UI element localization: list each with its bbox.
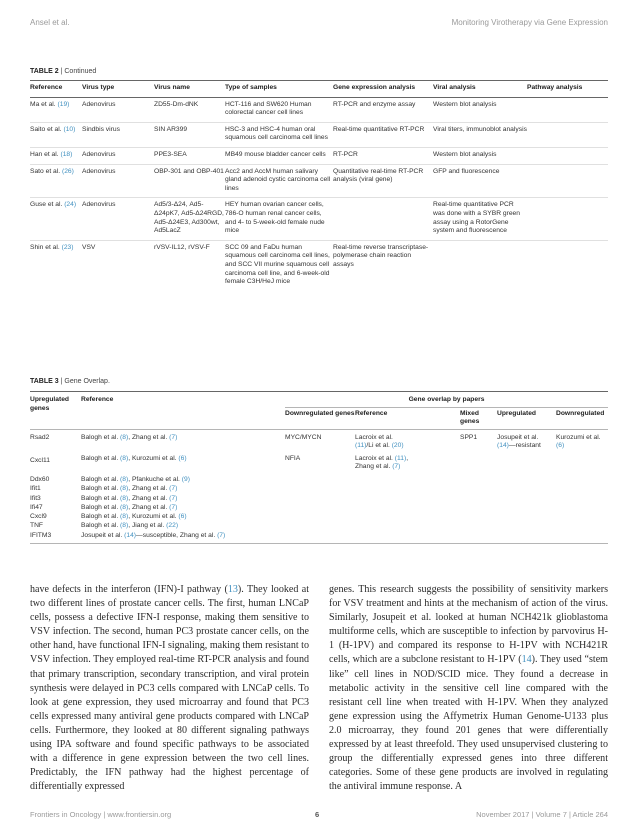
cell-overlap-reference bbox=[355, 454, 460, 475]
table-row bbox=[30, 122, 608, 147]
cell-reference bbox=[30, 97, 82, 122]
cell-gene-expression: RT-PCR and enzyme assay bbox=[333, 100, 416, 108]
reference-text: Zhang et al. bbox=[355, 463, 393, 471]
citation-link[interactable]: (23) bbox=[61, 243, 74, 251]
table2-caption-text: | Continued bbox=[60, 68, 97, 75]
reference-text: Balogh et al. bbox=[81, 454, 121, 462]
table2-header-row bbox=[30, 81, 608, 97]
table-row bbox=[30, 454, 608, 475]
citation-link[interactable]: (9) bbox=[181, 475, 190, 483]
cell-samples: SCC 09 and FaDu human squamous cell carcinoma cell lines, and SCC VII murine squamous cell carcinoma cell line, and 6-week-old female C3H/HeJ mice bbox=[225, 243, 330, 286]
reference-author: Guse et al. bbox=[30, 201, 63, 209]
table3-caption bbox=[30, 378, 110, 385]
running-header-authors: Ansel et al. bbox=[30, 18, 70, 27]
cell-gene: Rsad2 bbox=[30, 433, 50, 441]
cell-reference bbox=[81, 494, 285, 503]
citation-link[interactable]: (11) bbox=[355, 442, 367, 450]
citation-link[interactable]: (8) bbox=[120, 454, 129, 462]
table-row bbox=[30, 429, 608, 454]
cell-virus-name: PPE3-SEA bbox=[154, 150, 187, 158]
table-row bbox=[30, 531, 608, 540]
reference-author: Han et al. bbox=[30, 150, 59, 158]
cell-downregulated bbox=[556, 475, 608, 484]
reference-text: Balogh et al. bbox=[81, 503, 121, 511]
body-column-right bbox=[329, 583, 608, 794]
cell-downregulated bbox=[556, 513, 608, 522]
cell-upregulated bbox=[497, 503, 556, 512]
cell-virus-name: ZD55-Dm-dNK bbox=[154, 100, 199, 108]
reference-text: , Jiang et al. bbox=[128, 522, 167, 530]
reference-text: Josupeit et al. bbox=[497, 433, 539, 441]
citation-link[interactable]: 13 bbox=[227, 584, 238, 595]
reference-text: /Li et al. bbox=[366, 442, 392, 450]
citation-link[interactable]: (7) bbox=[169, 503, 178, 511]
table3-header-overlap: Gene overlap by papers bbox=[285, 394, 608, 407]
table3-top-rule bbox=[30, 391, 608, 392]
citation-link[interactable]: (6) bbox=[178, 513, 187, 521]
table3-bottom-rule bbox=[30, 543, 608, 544]
cell-upregulated bbox=[497, 475, 556, 484]
table3-header-downregulated-genes: Downregulated genes bbox=[285, 409, 355, 417]
table2-caption bbox=[30, 68, 96, 75]
reference-text: Balogh et al. bbox=[81, 513, 121, 521]
table-row bbox=[30, 475, 608, 484]
cell-reference bbox=[30, 164, 82, 198]
reference-text: , Pfankuche et al. bbox=[128, 475, 182, 483]
cell-viral-analysis bbox=[433, 240, 527, 290]
cell-virus-name: rVSV-IL12, rVSV-F bbox=[154, 243, 210, 251]
citation-link[interactable]: (7) bbox=[169, 494, 178, 502]
cell-samples: HSC-3 and HSC-4 human oral squamous cell carcinoma cell lines bbox=[225, 125, 328, 142]
citation-link[interactable]: (6) bbox=[178, 454, 187, 462]
table2-header-samples: Type of samples bbox=[225, 84, 277, 91]
cell-downregulated bbox=[556, 531, 608, 540]
cell-virus-type: Adenovirus bbox=[82, 100, 116, 108]
reference-text: , Zhang et al. bbox=[128, 485, 170, 493]
cell-overlap-reference bbox=[355, 475, 460, 484]
cell-reference bbox=[81, 454, 285, 475]
reference-text: —susceptible, Zhang et al. bbox=[136, 531, 218, 539]
table3-header-upregulated: Upregulated bbox=[497, 409, 537, 417]
reference-author: Ma et al. bbox=[30, 100, 56, 108]
cell-upregulated bbox=[497, 429, 556, 454]
reference-text: , bbox=[406, 454, 409, 462]
cell-viral-analysis: Western blot analysis bbox=[433, 150, 497, 158]
cell-samples: HCT-116 and SW620 Human colorectal cancer cell lines bbox=[225, 100, 312, 117]
cell-pathway bbox=[527, 240, 608, 290]
cell-virus-name: SIN AR399 bbox=[154, 125, 188, 133]
reference-text: Balogh et al. bbox=[81, 475, 121, 483]
reference-text: Balogh et al. bbox=[81, 485, 121, 493]
table2-header-virus-type: Virus type bbox=[82, 84, 115, 91]
cell-reference bbox=[81, 513, 285, 522]
table2-header-virus-name: Virus name bbox=[154, 84, 190, 91]
reference-text: , Zhang et al. bbox=[128, 494, 170, 502]
cell-gene: Cxcl9 bbox=[30, 513, 47, 521]
reference-text: , Zhang et al. bbox=[128, 433, 170, 441]
cell-gene: TNF bbox=[30, 522, 43, 530]
cell-gene: IFITM3 bbox=[30, 531, 52, 539]
cell-mixed-gene bbox=[460, 503, 497, 512]
cell-gene: Ifit3 bbox=[30, 494, 41, 502]
citation-link[interactable]: (8) bbox=[120, 513, 129, 521]
footer-journal: Frontiers in Oncology | www.frontiersin.org bbox=[30, 810, 172, 819]
cell-mixed-gene bbox=[460, 475, 497, 484]
citation-link[interactable]: (19) bbox=[57, 100, 70, 108]
reference-text: , Kurozumi et al. bbox=[128, 513, 179, 521]
cell-gene-expression: RT-PCR bbox=[333, 150, 358, 158]
cell-virus-name: Ad5/3-Δ24, Ad5-Δ24pK7, Ad5-Δ24RGD, Ad5-Δ24E3, Ad300wt, Ad5LacZ bbox=[154, 201, 224, 235]
table-row bbox=[30, 240, 608, 290]
reference-author: Shin et al. bbox=[30, 243, 60, 251]
cell-reference bbox=[30, 198, 82, 240]
cell-virus-type: Sindbis virus bbox=[82, 125, 120, 133]
cell-pathway bbox=[527, 198, 608, 240]
citation-link[interactable]: (24) bbox=[64, 201, 77, 209]
cell-pathway bbox=[527, 147, 608, 164]
cell-downregulated-gene bbox=[285, 494, 355, 503]
reference-text: Kurozumi et al. bbox=[556, 433, 601, 441]
citation-link[interactable]: (8) bbox=[120, 494, 129, 502]
cell-overlap-reference bbox=[355, 429, 460, 454]
body-left-text-b: ). They looked at two different lines of prostate cancer cells. The first, human LNCaP cells, possess a defective IFN-I response, making them sensitive to VSV infection. The second, human PC3 prostate cancer cells, on the other hand, have functional IFN-I signaling, making them resistant to VSV infection. They employed real-time RT-PCR analysis and found that primary transcription, secondary transcription, and viral protein synthesis were delayed in PC3 cells compared with LNCaP cells. To look at gene expression, they used microarray and found that PC3 cells expressed many antiviral gene products compared with LNCaP cells. Furthermore, they looked at 80 different signaling pathways using IPA software and found specific pathways to be associated with a difference in gene expression between the two cell lines. Predictably, the IFN pathway had the highest percentage of differentially expressed bbox=[30, 584, 309, 793]
citation-link[interactable]: (8) bbox=[120, 503, 129, 511]
cell-viral-analysis: Western blot analysis bbox=[433, 100, 497, 108]
table2-label: TABLE 2 bbox=[30, 68, 59, 75]
reference-text: Balogh et al. bbox=[81, 494, 121, 502]
citation-link[interactable]: (8) bbox=[120, 522, 129, 530]
cell-samples: HEY human ovarian cancer cells, 786-O human renal cancer cells, and 4- to 5-week-old female nude mice bbox=[225, 201, 325, 235]
cell-pathway bbox=[527, 122, 608, 147]
cell-pathway bbox=[527, 164, 608, 198]
citation-link[interactable]: (20) bbox=[391, 442, 404, 450]
cell-mixed-gene bbox=[460, 531, 497, 540]
citation-link[interactable]: (26) bbox=[61, 167, 74, 175]
cell-overlap-reference bbox=[355, 503, 460, 512]
table3-header-upregulated-genes: Upregulated genes bbox=[30, 396, 70, 412]
reference-text: Josupeit et al. bbox=[81, 531, 125, 539]
cell-upregulated bbox=[497, 531, 556, 540]
reference-text: , Zhang et al. bbox=[128, 503, 170, 511]
body-right-text-a: genes. This research suggests the possibility of sensitivity markers for VSV treatment and hints at the mechanism of action of the virus. Similarly, Josupeit et al. looked at human NCH421k glioblastoma multiforme cells, which are susceptible to infection by parvovirus H-1 (H-1PV) and compared its response to H-1PV with NCH421R cells, which are a subclone resistant to H-1PV ( bbox=[329, 584, 608, 666]
body-right-text-b: ). They used “stem like” cell lines in NOD/SCID mice. They found a decrease in metabolic activity in the sensitive cell line compared with the resistant cell line when treated with H-1PV. When they analyzed gene expression using the Affymetrix Human Genome-U133 plus 2.0 microarray, they found 201 genes that were differentially expressed by at least threefold. They used unsupervised clustering to group the differentially expressed genes into three different categories. Some of these gene products are involved in regulating the antiviral immune response. A bbox=[329, 654, 608, 793]
cell-gene: Ddx60 bbox=[30, 475, 50, 483]
cell-samples: Acc2 and AccM human salivary gland adenoid cystic carcinoma cell lines bbox=[225, 167, 331, 192]
table2-header-reference: Reference bbox=[30, 84, 63, 91]
cell-gene: Ifi47 bbox=[30, 503, 43, 511]
cell-downregulated-gene bbox=[285, 485, 355, 494]
cell-downregulated-gene: MYC/MYCN bbox=[285, 433, 322, 441]
cell-mixed-gene: SPP1 bbox=[460, 433, 478, 441]
citation-link[interactable]: (8) bbox=[120, 485, 129, 493]
reference-text: Lacroix et al. bbox=[355, 454, 395, 462]
table-row bbox=[30, 485, 608, 494]
cell-gene: Cxcl11 bbox=[30, 457, 50, 465]
cell-gene-expression: Quantitative real-time RT-PCR analysis (viral gene) bbox=[333, 167, 424, 184]
citation-link[interactable]: (8) bbox=[120, 433, 129, 441]
cell-reference bbox=[81, 503, 285, 512]
cell-virus-type: Adenovirus bbox=[82, 167, 116, 175]
citation-link[interactable]: (22) bbox=[166, 522, 179, 530]
body-left-text-a: have defects in the interferon (IFN)-I pathway ( bbox=[30, 584, 228, 595]
table-row bbox=[30, 494, 608, 503]
table2-header-gene-expression: Gene expression analysis bbox=[333, 84, 416, 91]
cell-viral-analysis: Real-time quantitative PCR was done with a SYBR green assay using a RotorGene system and fluorescence bbox=[433, 201, 520, 235]
cell-overlap-reference bbox=[355, 522, 460, 531]
cell-downregulated-gene bbox=[285, 522, 355, 531]
cell-downregulated bbox=[556, 494, 608, 503]
table2-header-pathway: Pathway analysis bbox=[527, 84, 583, 91]
running-header-title: Monitoring Virotherapy via Gene Expression bbox=[451, 18, 608, 27]
cell-viral-analysis: GFP and fluorescence bbox=[433, 167, 500, 175]
citation-link[interactable]: (18) bbox=[60, 150, 73, 158]
cell-overlap-reference bbox=[355, 513, 460, 522]
cell-gene: Ifit1 bbox=[30, 485, 41, 493]
cell-reference bbox=[30, 240, 82, 290]
table2-header-viral-analysis: Viral analysis bbox=[433, 84, 476, 91]
cell-downregulated bbox=[556, 503, 608, 512]
cell-reference bbox=[30, 147, 82, 164]
cell-downregulated bbox=[556, 454, 608, 475]
cell-downregulated-gene bbox=[285, 531, 355, 540]
cell-virus-name: OBP-301 and OBP-401 bbox=[154, 167, 224, 175]
citation-link[interactable]: (11) bbox=[394, 454, 407, 462]
cell-upregulated bbox=[497, 485, 556, 494]
cell-virus-type: VSV bbox=[82, 243, 96, 251]
cell-reference bbox=[81, 429, 285, 454]
table-row bbox=[30, 164, 608, 198]
reference-text: , Kurozumi et al. bbox=[128, 454, 179, 462]
citation-link[interactable]: (7) bbox=[169, 485, 178, 493]
cell-upregulated bbox=[497, 513, 556, 522]
cell-mixed-gene bbox=[460, 522, 497, 531]
cell-reference bbox=[81, 475, 285, 484]
table-row bbox=[30, 522, 608, 531]
reference-author: Saito et al. bbox=[30, 125, 62, 133]
reference-text: —resistant bbox=[508, 442, 541, 450]
citation-link[interactable]: 14 bbox=[521, 654, 532, 666]
cell-mixed-gene bbox=[460, 513, 497, 522]
table3-caption-text: | Gene Overlap. bbox=[60, 378, 110, 385]
table-row bbox=[30, 198, 608, 240]
cell-overlap-reference bbox=[355, 531, 460, 540]
table2 bbox=[30, 81, 608, 291]
cell-upregulated bbox=[497, 454, 556, 475]
cell-reference bbox=[81, 485, 285, 494]
cell-gene-expression bbox=[333, 198, 433, 240]
table-row bbox=[30, 513, 608, 522]
cell-downregulated-gene: NFIA bbox=[285, 454, 301, 462]
cell-mixed-gene bbox=[460, 494, 497, 503]
citation-link[interactable]: (8) bbox=[120, 475, 129, 483]
cell-gene-expression: Real-time reverse transcriptase-polymerase chain reaction assays bbox=[333, 243, 429, 268]
cell-mixed-gene bbox=[460, 454, 497, 475]
cell-downregulated bbox=[556, 429, 608, 454]
table3-header-mixed-genes: Mixed genes bbox=[460, 409, 480, 426]
cell-upregulated bbox=[497, 494, 556, 503]
cell-overlap-reference bbox=[355, 485, 460, 494]
reference-author: Sato et al. bbox=[30, 167, 61, 175]
table3-header-reference2: Reference bbox=[355, 409, 388, 417]
citation-link[interactable]: (7) bbox=[392, 463, 401, 471]
cell-downregulated-gene bbox=[285, 475, 355, 484]
cell-downregulated-gene bbox=[285, 503, 355, 512]
footer-page-number: 6 bbox=[315, 810, 320, 819]
cell-virus-type: Adenovirus bbox=[82, 150, 116, 158]
cell-downregulated bbox=[556, 522, 608, 531]
cell-downregulated-gene bbox=[285, 513, 355, 522]
citation-link[interactable]: (6) bbox=[556, 442, 565, 450]
citation-link[interactable]: (10) bbox=[63, 125, 76, 133]
citation-link[interactable]: (14) bbox=[497, 442, 509, 450]
cell-samples: MB49 mouse bladder cancer cells bbox=[225, 150, 326, 158]
table-row bbox=[30, 97, 608, 122]
cell-gene-expression: Real-time quantitative RT-PCR bbox=[333, 125, 425, 133]
cell-upregulated bbox=[497, 522, 556, 531]
table3-header-reference: Reference bbox=[81, 396, 114, 403]
cell-reference bbox=[30, 122, 82, 147]
cell-downregulated bbox=[556, 485, 608, 494]
cell-viral-analysis: Viral titers, immunoblot analysis bbox=[433, 125, 527, 133]
table-row bbox=[30, 503, 608, 512]
cell-overlap-reference bbox=[355, 494, 460, 503]
reference-text: Balogh et al. bbox=[81, 433, 121, 441]
cell-reference bbox=[81, 531, 285, 540]
cell-mixed-gene bbox=[460, 485, 497, 494]
body-column-left bbox=[30, 583, 309, 794]
citation-link[interactable]: (7) bbox=[217, 531, 226, 539]
table3 bbox=[30, 394, 608, 541]
citation-link[interactable]: (7) bbox=[169, 433, 178, 441]
footer-issue: November 2017 | Volume 7 | Article 264 bbox=[476, 810, 608, 819]
reference-text: Lacroix et al. bbox=[355, 433, 393, 441]
table3-label: TABLE 3 bbox=[30, 378, 59, 385]
table-row bbox=[30, 147, 608, 164]
cell-virus-type: Adenovirus bbox=[82, 201, 116, 209]
cell-reference bbox=[81, 522, 285, 531]
cell-pathway bbox=[527, 97, 608, 122]
table3-header-downregulated: Downregulated bbox=[556, 409, 605, 417]
reference-text: Balogh et al. bbox=[81, 522, 121, 530]
citation-link[interactable]: (14) bbox=[124, 531, 137, 539]
